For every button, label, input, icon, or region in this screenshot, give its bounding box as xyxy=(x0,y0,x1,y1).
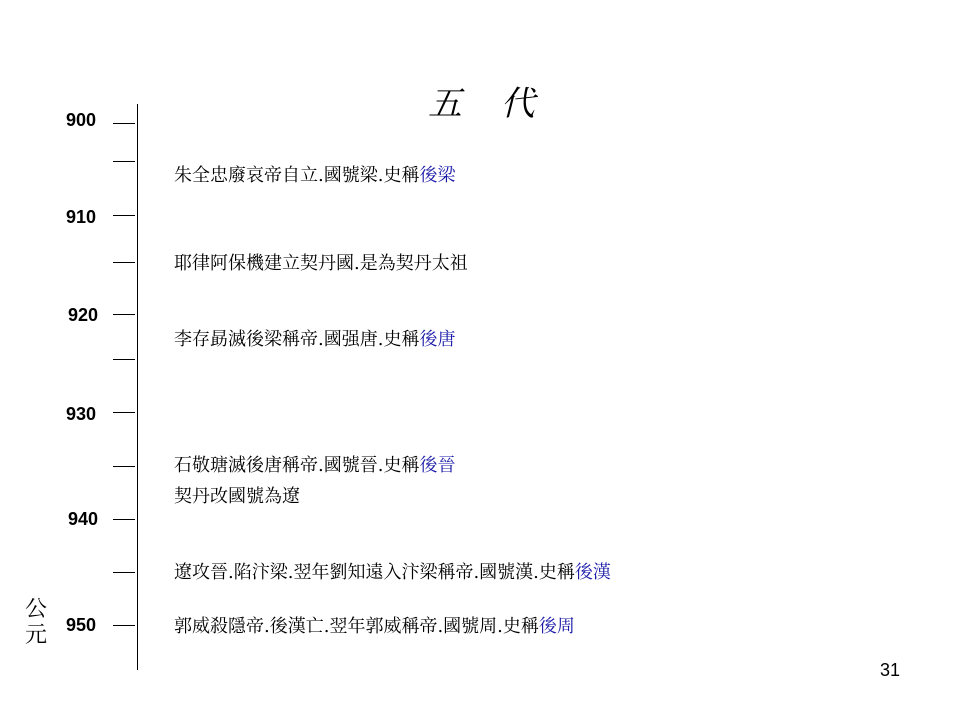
event-text: 朱全忠廢哀帝自立.國號梁.史稱 xyxy=(174,165,420,186)
year-label-950: 950 xyxy=(66,615,97,635)
event-text: 郭威殺隱帝.後漢亡.翌年郭威稱帝.國號周.史稱 xyxy=(174,616,539,637)
tick-905 xyxy=(113,161,135,162)
event-item xyxy=(174,562,611,584)
tick-945 xyxy=(113,572,135,573)
tick-935 xyxy=(113,466,135,467)
event-item xyxy=(174,455,455,477)
event-item xyxy=(174,165,455,187)
year-label-940: 940 xyxy=(68,509,99,529)
event-dynasty: 後唐 xyxy=(419,329,456,350)
event-text: 耶律阿保機建立契丹國.是為契丹太祖 xyxy=(174,253,468,274)
axis-unit-label: 公元 xyxy=(24,597,47,648)
tick-920 xyxy=(113,314,135,315)
event-item xyxy=(174,486,300,508)
tick-900 xyxy=(113,123,135,124)
tick-950 xyxy=(113,625,135,626)
year-label-920: 920 xyxy=(68,305,99,325)
event-dynasty: 後周 xyxy=(538,616,575,637)
year-label-910: 910 xyxy=(66,207,97,227)
event-item xyxy=(174,253,468,275)
event-text: 李存勗滅後梁稱帝.國强唐.史稱 xyxy=(174,329,420,350)
event-text: 遼攻晉.陷汴梁.翌年劉知遠入汴梁稱帝.國號漢.史稱 xyxy=(174,562,575,583)
event-item xyxy=(174,329,455,351)
page-title: 五 代 xyxy=(428,84,549,124)
event-text: 石敬瑭滅後唐稱帝.國號晉.史稱 xyxy=(174,455,420,476)
tick-915 xyxy=(113,262,135,263)
page-number: 31 xyxy=(880,660,901,680)
tick-940 xyxy=(113,519,135,520)
tick-910 xyxy=(113,215,135,216)
event-dynasty: 後晉 xyxy=(419,455,456,476)
tick-930 xyxy=(113,412,135,413)
year-label-930: 930 xyxy=(66,404,97,424)
event-dynasty: 後漢 xyxy=(574,562,611,583)
year-label-900: 900 xyxy=(66,110,97,130)
event-item xyxy=(174,616,575,638)
event-dynasty: 後梁 xyxy=(419,165,456,186)
timeline-axis xyxy=(137,104,138,670)
tick-925 xyxy=(113,359,135,360)
event-text: 契丹改國號為遼 xyxy=(174,486,300,507)
